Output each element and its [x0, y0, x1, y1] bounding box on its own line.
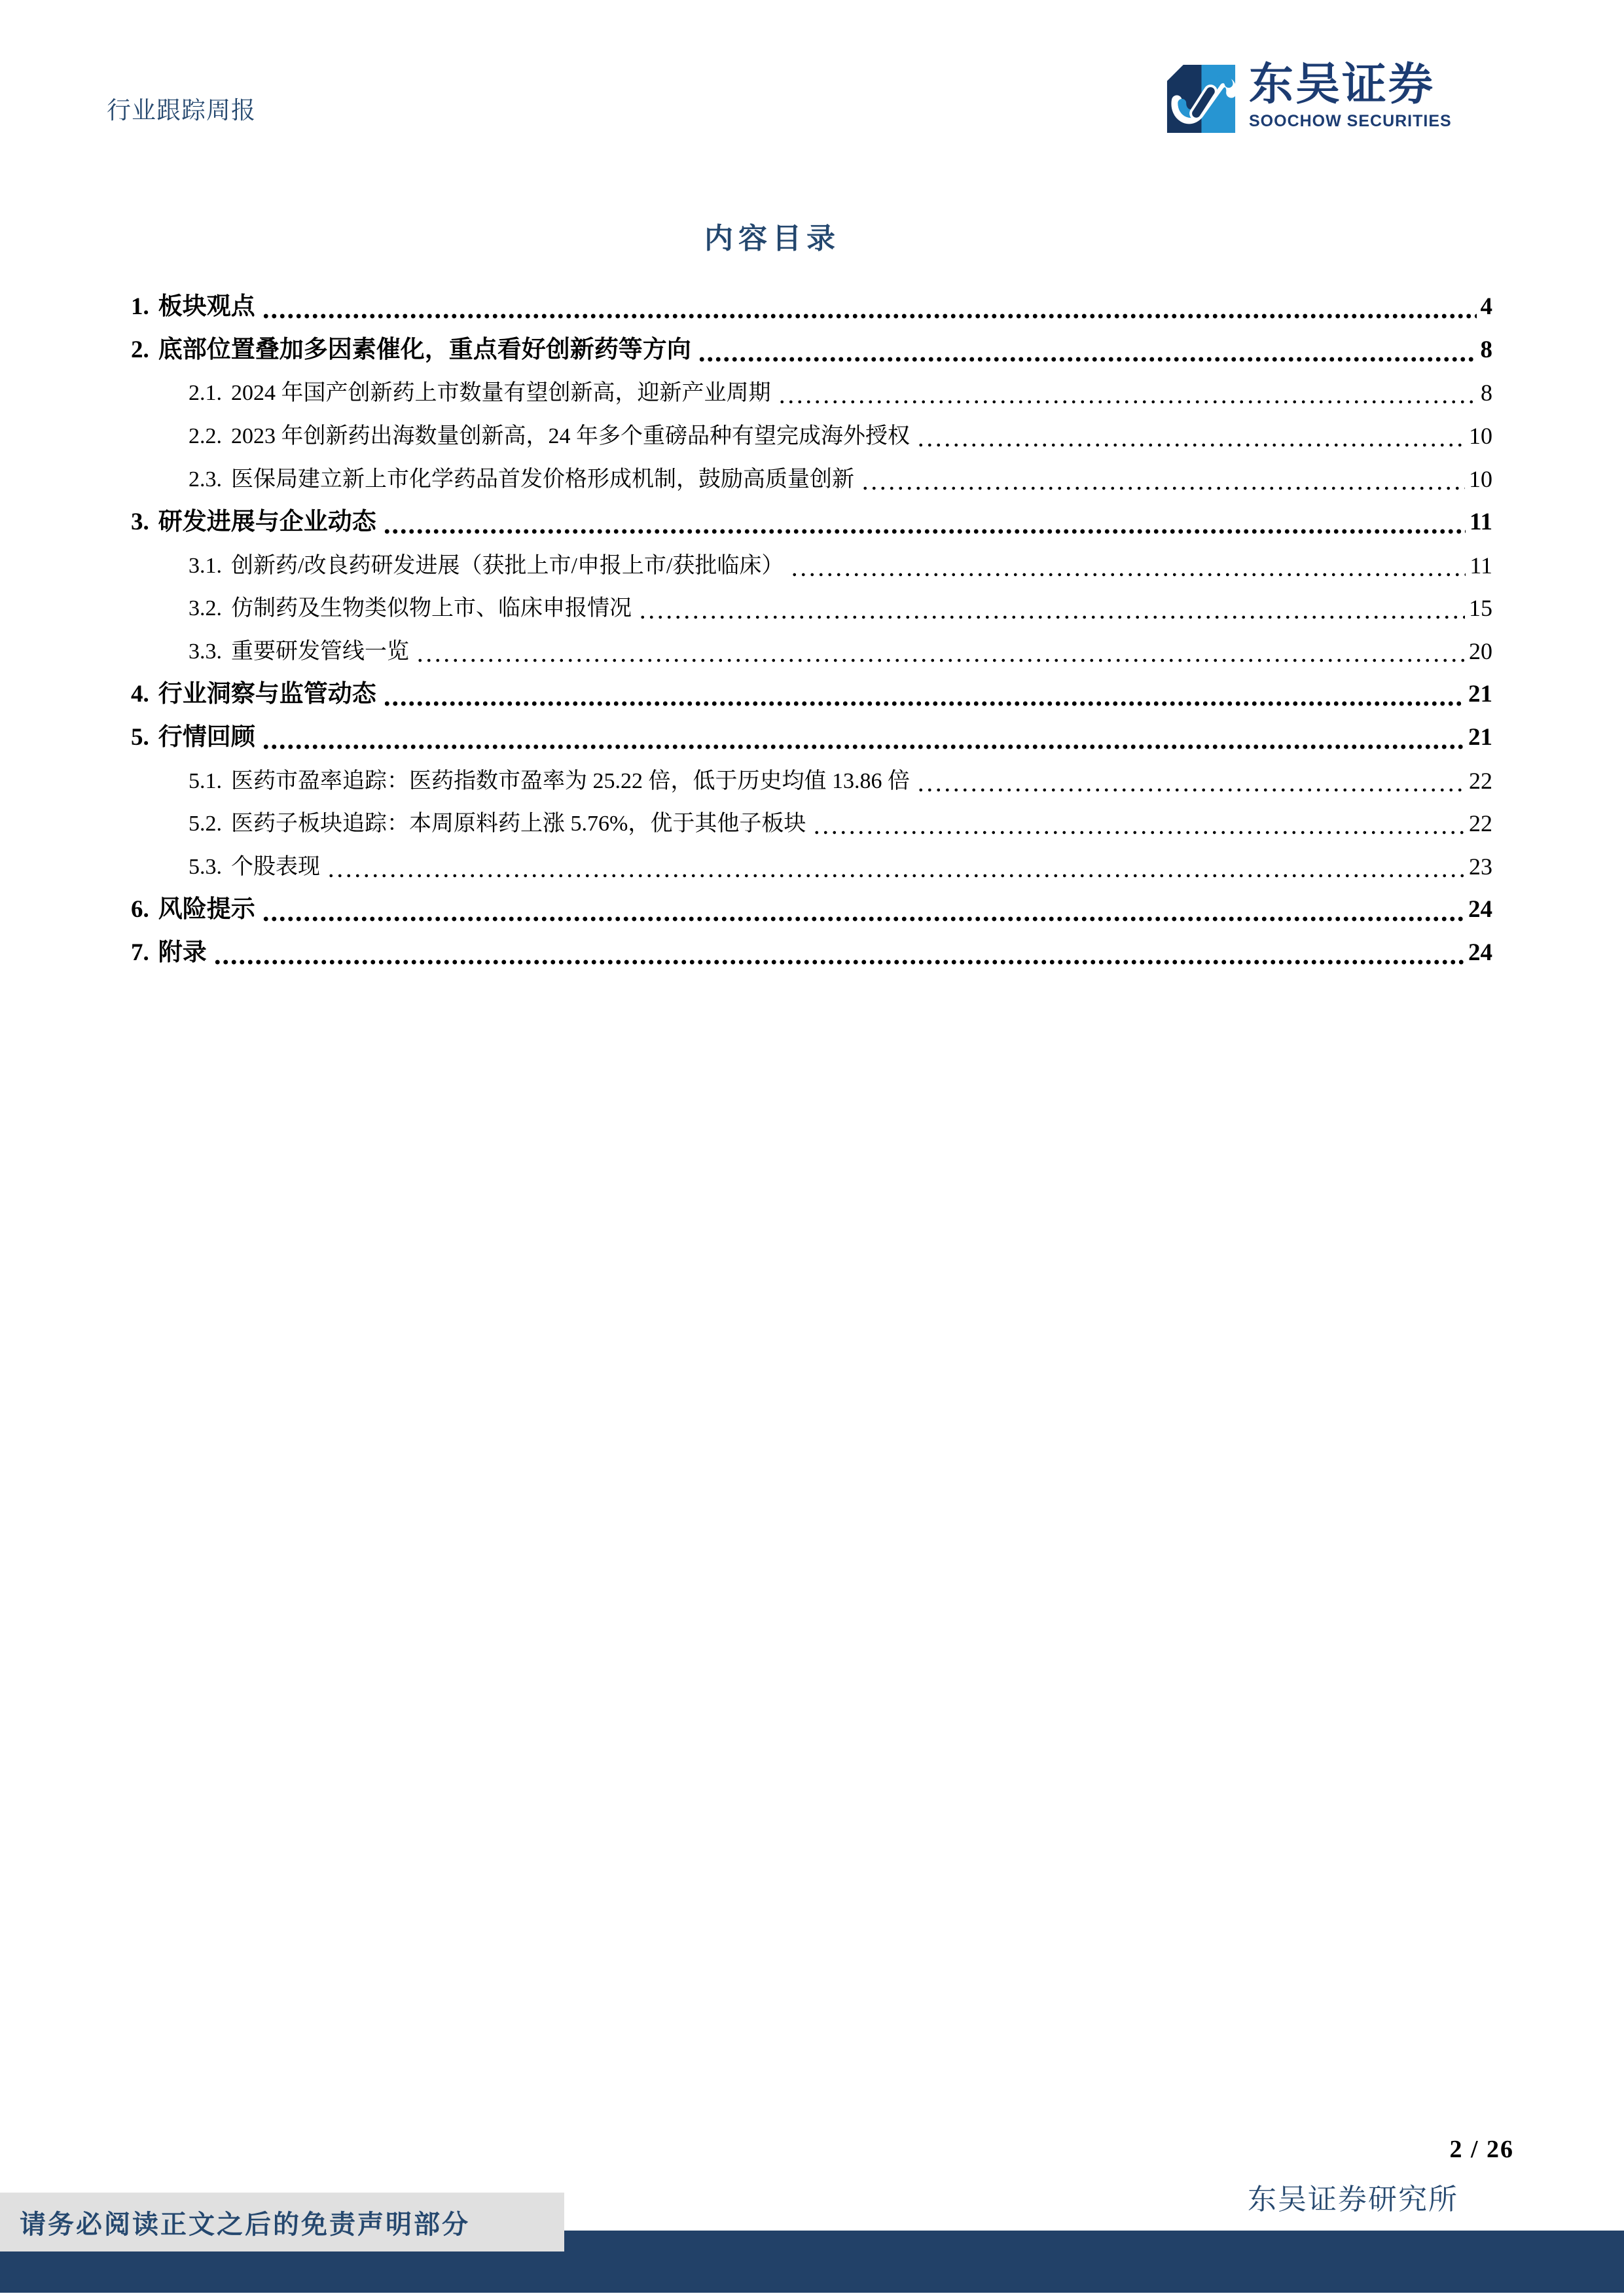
toc-entry-page: 8 — [1481, 380, 1492, 406]
toc-entry-label: 重要研发管线一览 — [231, 639, 409, 664]
toc-leader-dots — [861, 486, 1465, 491]
toc-leader-dots — [778, 399, 1477, 404]
toc-entry-label: 创新药/改良药研发进展（获批上市/申报上市/获批临床） — [231, 553, 784, 578]
toc-leader-dots — [383, 701, 1464, 706]
toc-entry-page: 22 — [1469, 810, 1492, 837]
toc-entry-number: 5.2. — [189, 812, 222, 836]
toc-leader-dots — [790, 572, 1466, 577]
toc-entry-label: 医药市盈率追踪：医药指数市盈率为 25.22 倍，低于历史均值 13.86 倍 — [231, 768, 910, 793]
toc-leader-dots — [262, 314, 1477, 319]
toc-leader-dots — [262, 916, 1464, 922]
brand-name: 东吴证券 — [1249, 60, 1435, 109]
toc-entry[interactable] — [131, 886, 1492, 929]
toc-entry[interactable] — [131, 757, 1492, 800]
toc-entry-page: 24 — [1468, 895, 1492, 923]
toc-entry[interactable] — [131, 843, 1492, 886]
toc-title: 内容目录 — [704, 223, 840, 255]
toc-entry[interactable] — [131, 327, 1492, 370]
toc-leader-dots — [416, 658, 1465, 663]
toc-entry[interactable] — [131, 499, 1492, 542]
toc-entry[interactable] — [131, 800, 1492, 844]
toc-entry-page: 10 — [1469, 465, 1492, 492]
toc-entry-label: 附录 — [158, 939, 207, 966]
toc-entry-number: 7. — [131, 939, 149, 966]
toc-entry-label: 底部位置叠加多因素催化，重点看好创新药等方向 — [158, 336, 691, 363]
toc-entry[interactable] — [131, 412, 1492, 456]
toc-list — [131, 283, 1492, 973]
toc-entry-page: 22 — [1469, 767, 1492, 794]
toc-entry-number: 2.3. — [189, 467, 222, 492]
toc-leader-dots — [698, 357, 1477, 362]
toc-entry-label: 医保局建立新上市化学药品首发价格形成机制，鼓励高质量创新 — [231, 467, 854, 492]
toc-entry[interactable] — [131, 542, 1492, 585]
toc-leader-dots — [916, 442, 1465, 448]
toc-entry[interactable] — [131, 370, 1492, 413]
toc-entry-number: 4. — [131, 680, 149, 708]
toc-entry-number: 3.2. — [189, 596, 222, 621]
toc-entry-page: 20 — [1469, 638, 1492, 665]
toc-entry-page: 21 — [1468, 680, 1492, 708]
toc-entry[interactable] — [131, 929, 1492, 973]
institute-label: 东吴证券研究所 — [1248, 2183, 1458, 2215]
toc-entry-label: 2024 年国产创新药上市数量有望创新高，迎新产业周期 — [231, 381, 771, 406]
toc-entry-label: 研发进展与企业动态 — [158, 508, 376, 535]
toc-leader-dots — [383, 529, 1466, 534]
toc-entry-label: 仿制药及生物类似物上市、临床申报情况 — [231, 596, 632, 621]
toc-entry-number: 3.1. — [189, 553, 222, 578]
toc-entry-page: 21 — [1468, 723, 1492, 751]
soochow-logo-icon — [1164, 62, 1238, 136]
toc-entry-label: 医药子板块追踪：本周原料药上涨 5.76%，优于其他子板块 — [231, 812, 806, 836]
toc-entry-page: 10 — [1469, 423, 1492, 450]
toc-entry-number: 5.1. — [189, 768, 222, 793]
toc-entry-page: 8 — [1480, 336, 1492, 363]
toc-entry-page: 24 — [1468, 939, 1492, 966]
toc-entry-page: 23 — [1469, 853, 1492, 880]
toc-entry[interactable] — [131, 456, 1492, 499]
toc-leader-dots — [327, 873, 1465, 878]
toc-entry-page: 11 — [1470, 508, 1492, 535]
toc-entry-number: 3.3. — [189, 639, 222, 664]
toc-entry-label: 行业洞察与监管动态 — [158, 680, 376, 708]
toc-entry-number: 5. — [131, 723, 149, 751]
toc-entry-number: 2.1. — [189, 381, 222, 406]
toc-entry[interactable] — [131, 283, 1492, 327]
report-type-label: 行业跟踪周报 — [107, 98, 256, 124]
toc-entry-label: 风险提示 — [158, 895, 255, 923]
toc-entry[interactable] — [131, 671, 1492, 714]
toc-entry-page: 15 — [1469, 595, 1492, 622]
brand-text — [1249, 62, 1452, 131]
toc-entry[interactable] — [131, 714, 1492, 757]
toc-leader-dots — [812, 830, 1465, 835]
brand-logo — [1164, 62, 1452, 136]
toc-entry[interactable] — [131, 585, 1492, 628]
page-indicator: 2 / 26 — [1449, 2136, 1514, 2163]
brand-name-en: SOOCHOW SECURITIES — [1249, 112, 1452, 131]
toc-entry-number: 6. — [131, 895, 149, 923]
toc-entry-label: 2023 年创新药出海数量创新高，24 年多个重磅品种有望完成海外授权 — [231, 424, 910, 449]
toc-entry-number: 5.3. — [189, 855, 222, 880]
toc-entry-page: 11 — [1470, 552, 1492, 579]
toc-entry-page: 4 — [1480, 293, 1492, 320]
disclaimer-text: 请务必阅读正文之后的免责声明部分 — [20, 2209, 470, 2239]
toc-leader-dots — [262, 744, 1464, 749]
toc-leader-dots — [213, 960, 1464, 965]
toc-entry-label: 个股表现 — [231, 855, 320, 880]
toc-entry-label: 板块观点 — [158, 293, 255, 320]
toc-entry-label: 行情回顾 — [158, 723, 255, 751]
toc-entry-number: 2.2. — [189, 424, 222, 449]
toc-entry[interactable] — [131, 628, 1492, 671]
toc-leader-dots — [638, 615, 1465, 620]
toc-entry-number: 2. — [131, 336, 149, 363]
disclaimer-box — [0, 2193, 564, 2251]
toc-entry-number: 1. — [131, 293, 149, 320]
toc-entry-number: 3. — [131, 508, 149, 535]
toc-leader-dots — [916, 787, 1465, 793]
